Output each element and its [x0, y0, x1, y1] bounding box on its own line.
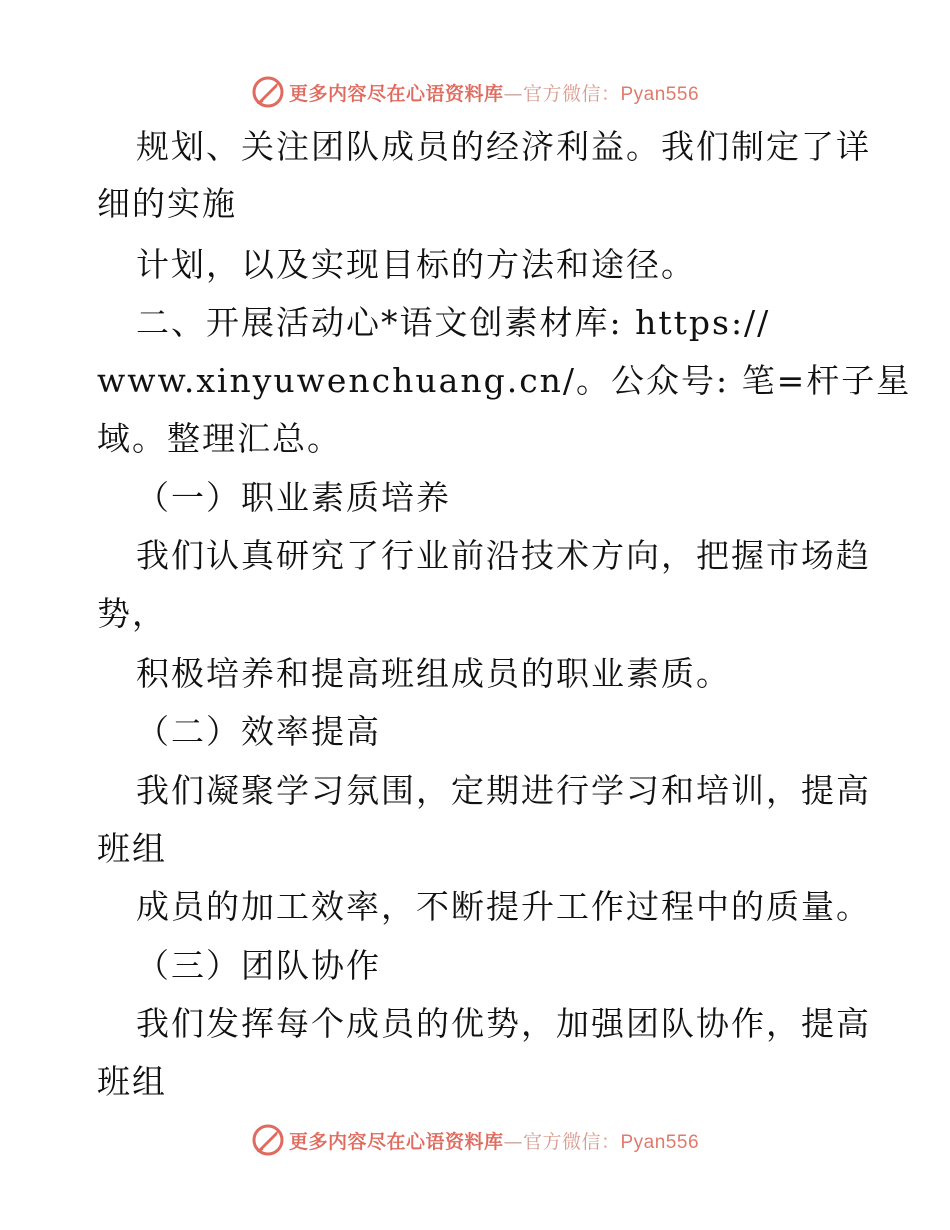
header-dash: —	[503, 82, 523, 105]
header-main-text: 更多内容尽在心语资料库	[288, 82, 504, 105]
footer-sub-text: 官方微信：	[522, 1130, 621, 1153]
header-sub-text: 官方微信：	[522, 82, 621, 105]
subheading-1: （一）职业素质培养	[136, 478, 451, 517]
subheading-3: （三）团队协作	[136, 946, 381, 985]
section-heading-2-text: 二、开展活动心*语文创素材库: https://	[136, 303, 771, 342]
body-line-3: 计划，以及实现目标的方法和途径。	[136, 245, 696, 284]
body-line-16: 我们发挥每个成员的优势，加强团队协作，提高	[136, 1004, 871, 1043]
body-line-5	[97, 361, 911, 401]
section-heading-2	[136, 303, 770, 343]
header-wechat-id: Pyan556	[620, 83, 700, 105]
footer-wechat-id: Pyan556	[620, 1131, 700, 1153]
body-line-8: 我们认真研究了行业前沿技术方向，把握市场趋	[136, 536, 871, 575]
url-line-text: www.xinyuwenchuang.cn/。公众号: 笔=杆子星	[97, 361, 912, 400]
body-line-13: 班组	[97, 829, 167, 868]
body-line-1: 规划、关注团队成员的经济利益。我们制定了详	[136, 127, 871, 166]
subheading-2: （二）效率提高	[136, 712, 381, 751]
body-line-2: 细的实施	[97, 184, 237, 223]
body-line-9: 势，	[97, 594, 167, 633]
body-line-6: 域。整理汇总。	[97, 419, 342, 458]
footer-dash: —	[503, 1130, 523, 1153]
body-line-10: 积极培养和提高班组成员的职业素质。	[136, 654, 731, 693]
quill-logo-icon	[251, 1123, 285, 1157]
header-watermark	[0, 72, 950, 112]
body-line-14: 成员的加工效率，不断提升工作过程中的质量。	[136, 887, 871, 926]
footer-watermark	[0, 1120, 950, 1160]
body-line-17: 班组	[97, 1062, 167, 1101]
footer-main-text: 更多内容尽在心语资料库	[288, 1130, 504, 1153]
quill-logo-icon	[251, 75, 285, 109]
body-line-12: 我们凝聚学习氛围，定期进行学习和培训，提高	[136, 771, 871, 810]
